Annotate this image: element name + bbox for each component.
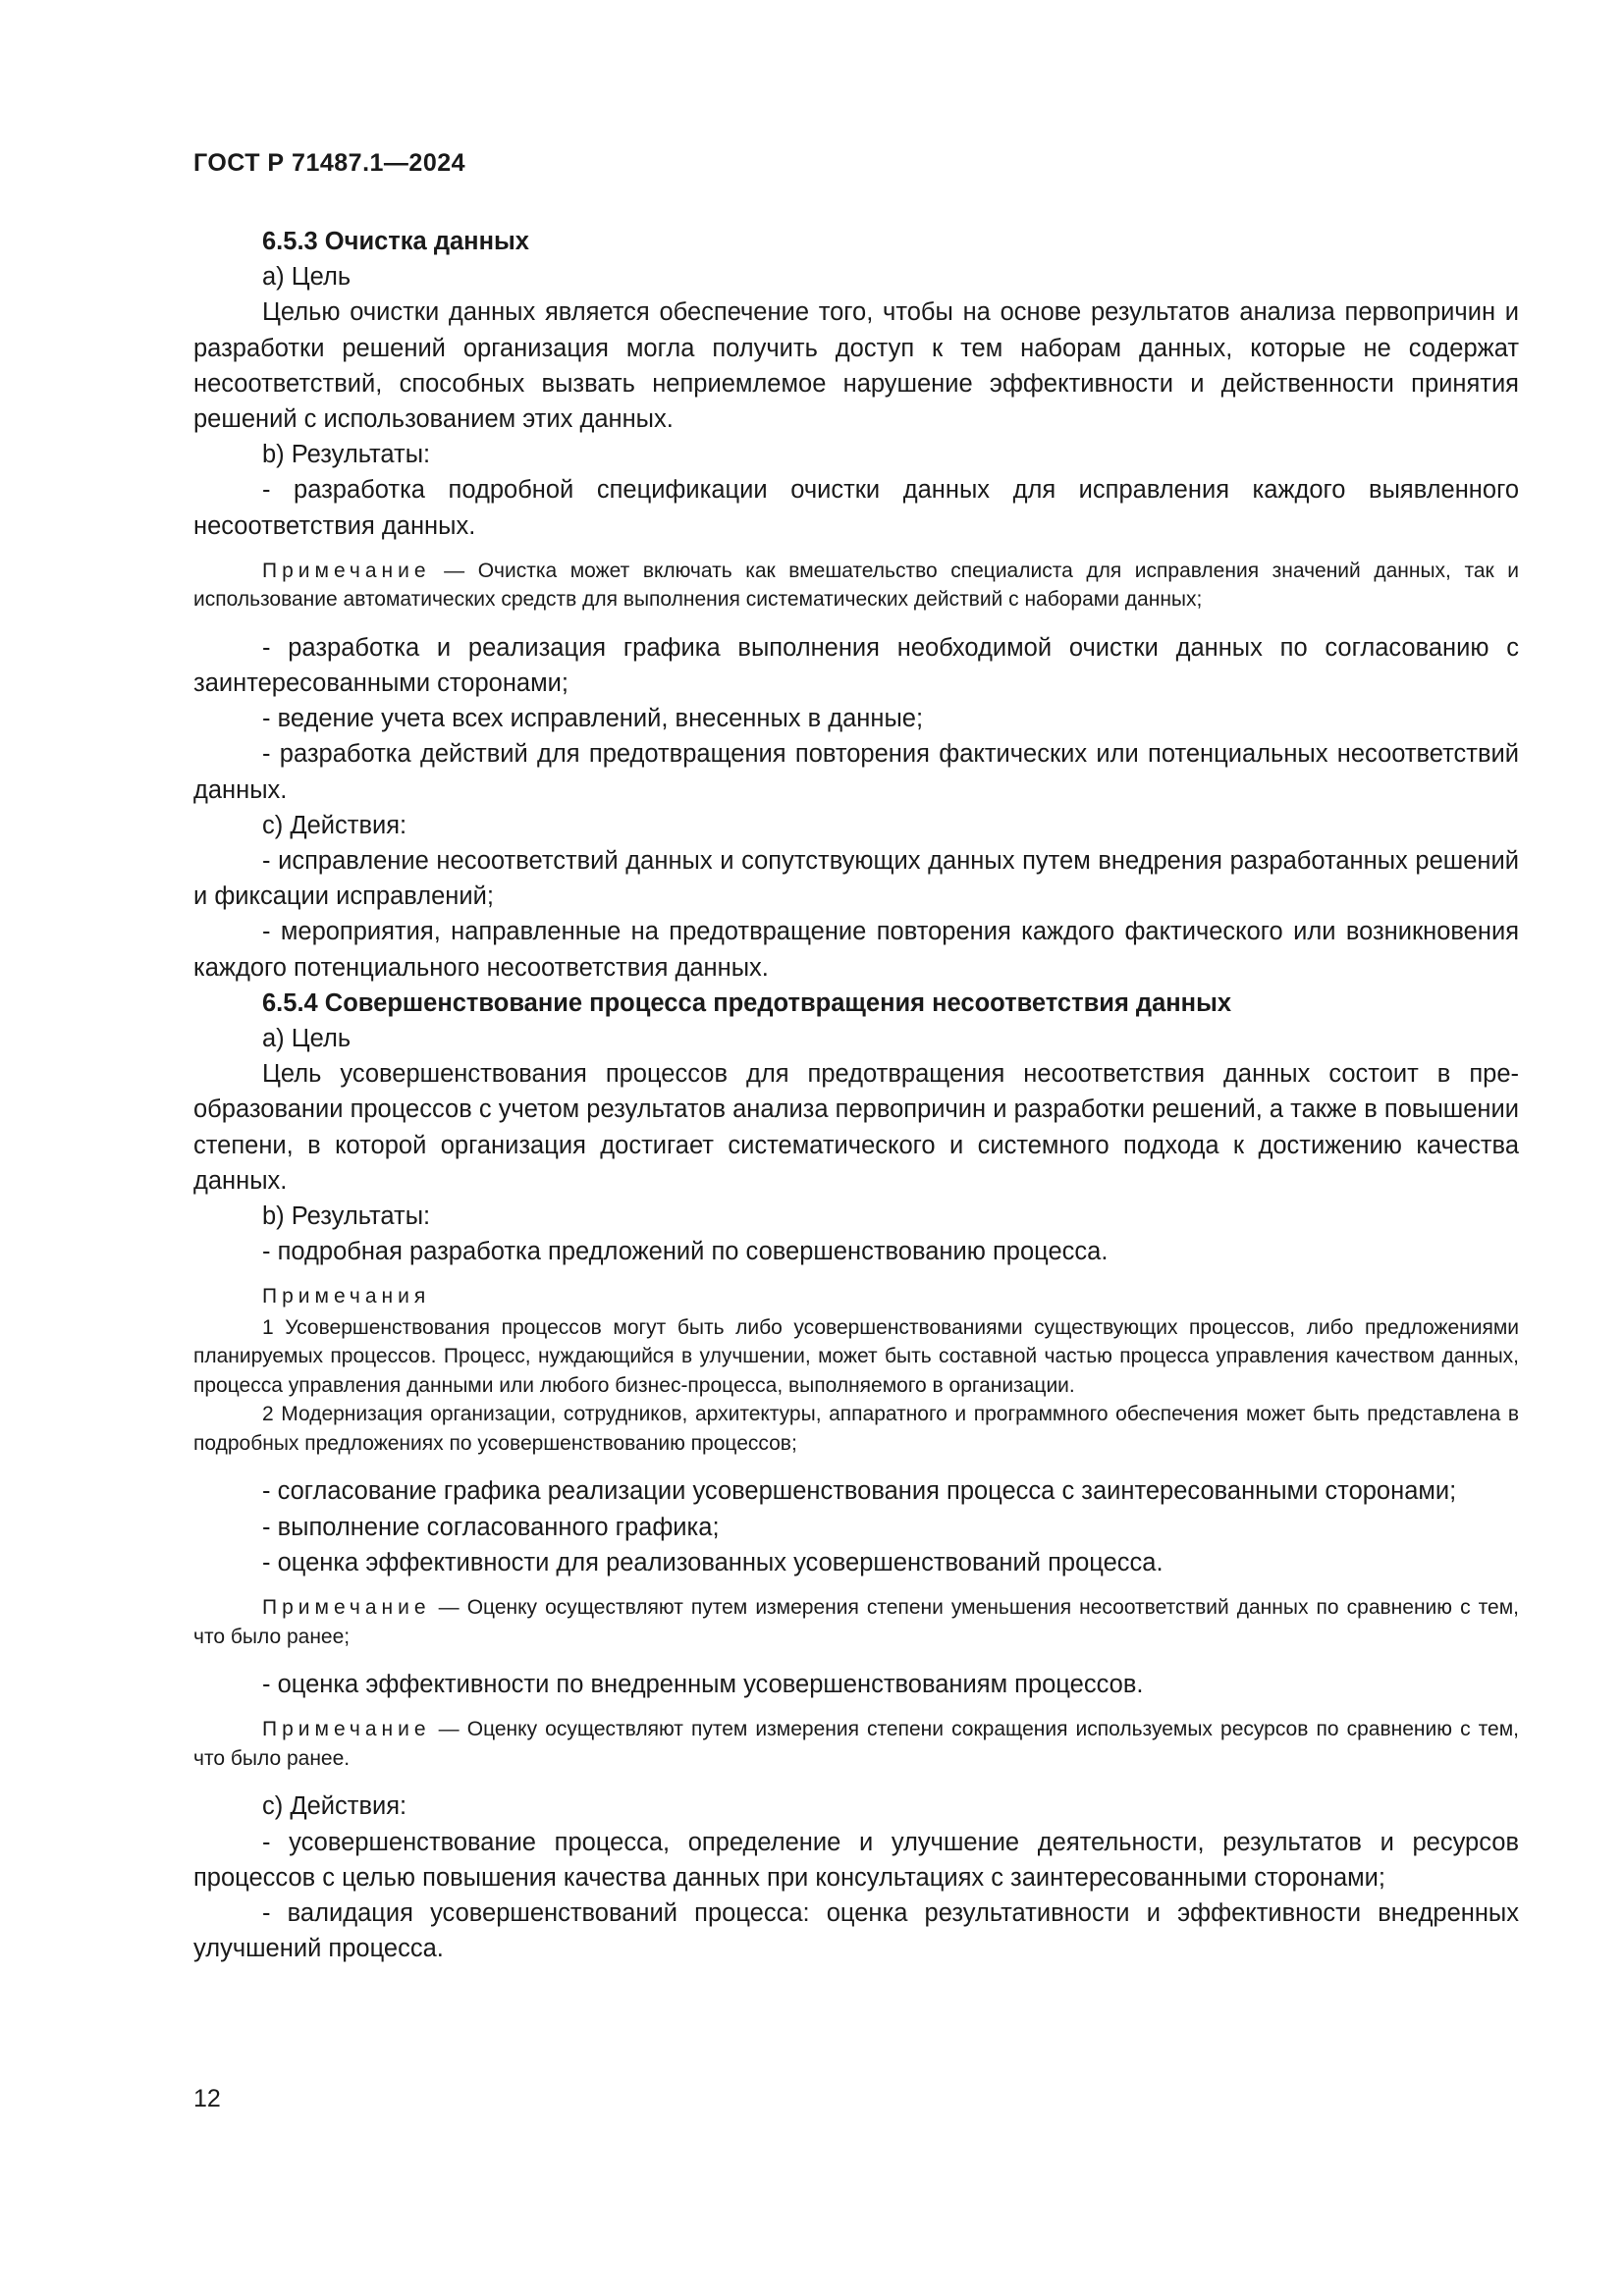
list-item: - исправление несоответствий данных и сопутствующих данных путем внедрения разработанных решений и фиксации исправлений; [193,847,1519,911]
note-item-1: 1 Усовершенствования процессов могут быть либо усовершенствованиями существующих процессов, либо предложениями планируемых процессов. Процесс, нуждающийся в улучшении, может быть составной частью процесса управления качеством данных, процесса управления данными или любого бизнес-процесса, выполняемого в организации. [193,1315,1519,1397]
list-item: - согласование графика реализации усовершенствования процесса с заинтересованными сторонами; [262,1477,1457,1506]
note-label: Примечание [262,1596,431,1620]
note [193,1715,1519,1773]
body-paragraph: Целью очистки данных является обеспечение того, чтобы на основе результатов анализа первопричин и разработки решений организация могла получить доступ к тем наборам данных, которые не содержат несоответствий, способных вызвать неприемлемое нарушение эффективности и действенности принятия решений с использованием этих данных. [193,298,1519,434]
note-label: Примечание [262,559,431,582]
list-item: - мероприятия, направленные на предотвращение повторения каждого фактического или возникновения каждого потенциального несоответствия данных. [193,918,1519,982]
note [193,557,1519,614]
note [193,1593,1519,1651]
list-item: - подробная разработка предложений по совершенствованию процесса. [262,1238,1109,1266]
subsection-label: c) Действия: [262,811,407,839]
list-item: - разработка действий для предотвращения повторения фактических или потенциальных несоответствий данных. [193,740,1519,804]
list-item: - усовершенствование процесса, определение и улучшение деятельности, результатов и ресурсов процессов с целью повышения качества данных при консультациях с заинтересованными сторонами; [193,1828,1519,1892]
note-item-2: 2 Модернизация организации, сотрудников, архитектуры, аппаратного и программного обеспечения может быть представлена в подробных предложениях по усовершенствованию процессов; [193,1403,1519,1455]
subsection-label: a) Цель [262,263,352,292]
note-text: — Оценку осуществляют путем измерения степени сокращения используемых ресурсов по сравнению с тем, что было ранее. [193,1718,1519,1770]
body-paragraph: Цель усовершенствования процессов для предотвращения несоответствия данных состоит в преобразовании процессов с учетом результатов анализа первопричин и разработки решений, а также в повышении степени, в которой организация достигает систематического и системного подхода к достижению качества данных. [193,1060,1519,1195]
page-number: 12 [193,2085,221,2112]
list-item: - валидация усовершенствований процесса: оценка результативности и эффективности внедренных улучшений процесса. [193,1898,1519,1963]
subsection-label: a) Цель [262,1025,352,1053]
note-label: Примечание [262,1718,431,1741]
document-body [193,224,1519,1966]
document-header: ГОСТ Р 71487.1—2024 [193,149,466,177]
subsection-label: b) Результаты: [262,1202,431,1231]
section-heading-6-5-3: 6.5.3 Очистка данных [262,228,529,255]
list-item: - оценка эффективности по внедренным усовершенствованиям процессов. [262,1671,1144,1699]
list-item: - ведение учета всех исправлений, внесенных в данные; [262,705,924,733]
subsection-label: b) Результаты: [262,441,431,469]
subsection-label: c) Действия: [262,1792,407,1821]
list-item: - выполнение согласованного графика; [262,1513,720,1541]
list-item: - разработка подробной спецификации очистки данных для исправления каждого выявленного несоответствия данных. [193,476,1519,540]
note-text: — Очистка может включать как вмешательство специалиста для исправления значений данных, так и использование автоматических средств для выполнения систематических действий с наборами данных; [193,559,1519,612]
note-text: — Оценку осуществляют путем измерения степени уменьшения несоответствий данных по сравнению с тем, что было ранее; [193,1596,1519,1648]
section-heading-6-5-4: 6.5.4 Совершенствование процесса предотвращения несоответствия данных [262,988,1232,1017]
notes-label: Примечания [262,1285,431,1308]
notes-heading [193,1282,1519,1311]
list-item: - разработка и реализация графика выполнения необходимой очистки данных по согласованию с заинтересованными сторонами; [193,633,1519,698]
list-item: - оценка эффективности для реализованных усовершенствований процесса. [262,1548,1164,1576]
